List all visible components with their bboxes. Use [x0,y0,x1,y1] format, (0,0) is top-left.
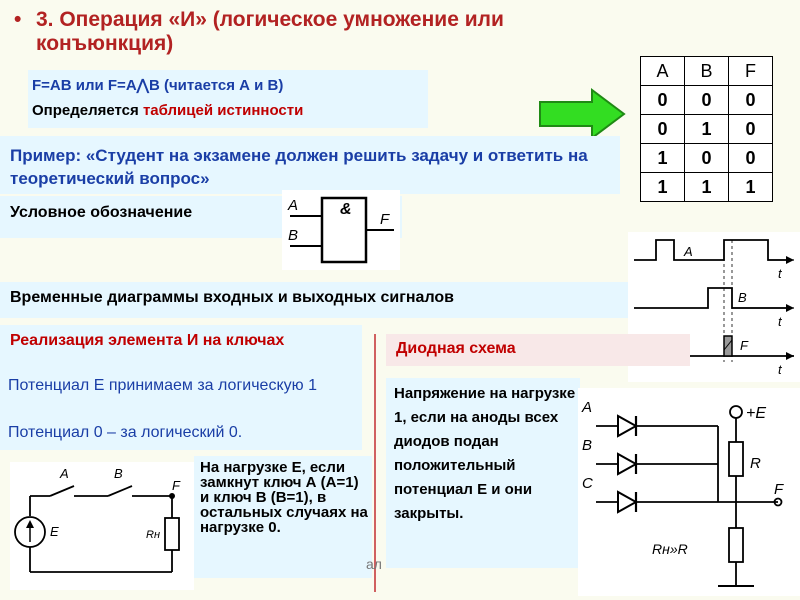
formula-box [28,70,428,128]
gate-and-sign: & [340,201,352,218]
table-row [641,144,773,173]
key-b-label: B [114,466,123,481]
table-cell: 1 [641,144,685,173]
arrow-right-icon [538,88,626,140]
diode-input-a-label: A [582,399,593,416]
table-cell: 0 [641,86,685,115]
implementation-text-1: Потенциал Е принимаем за логическую 1 [8,377,317,394]
implementation-text-2: Потенциал 0 – за логический 0. [8,424,243,441]
diode-description-box [386,378,580,568]
timing-label-text: Временные диаграммы входных и выходных сигналов [10,289,455,306]
table-cell: 1 [685,173,729,202]
implementation-box [0,325,362,450]
diode-title-text: Диодная схема [396,340,516,357]
formula-line: F=AB или F=A⋀B (читается А и В) [32,77,284,94]
diode-title-box [386,334,690,366]
header-cell: B [685,57,729,86]
gate-input-b-label: B [288,227,299,244]
diode-input-c-label: C [582,475,593,492]
diode-description-text: Напряжение на нагрузке 1, если на аноды всех диодов подан положительный потенциал Е и они закрыты. [394,385,576,522]
table-row [641,173,773,202]
table-row [641,115,773,144]
table-cell: 0 [641,115,685,144]
timing-signal-b-label: B [738,290,747,305]
switch-circuit-diagram [10,462,194,590]
title-bullet: • [14,8,22,31]
load-relation-label: Rн»R [652,541,688,557]
table-cell: 1 [641,173,685,202]
timing-axis-label: t [778,314,782,329]
source-e-label: E [50,524,59,539]
gate-input-a-label: A [288,197,299,214]
table-cell: 1 [685,115,729,144]
table-cell: 0 [729,115,773,144]
key-a-label: A [60,466,69,481]
example-text: Пример: «Студент на экзамене должен решить задачу и ответить на теоретический вопрос» [10,146,588,188]
truth-table [640,56,773,202]
timing-signal-a-label: A [684,244,693,259]
supply-label: +E [746,405,767,422]
switch-description-box [194,456,372,578]
timing-signal-f-label: F [740,338,748,353]
resistor-r-label: R [750,455,761,472]
example-box [0,136,620,194]
header-cell: F [729,57,773,86]
table-cell: 0 [729,86,773,115]
table-cell: 0 [685,86,729,115]
switch-description-text: На нагрузке Е, если замкнут ключ А (А=1) и ключ В (В=1), в остальных случаях на нагрузке 0. [200,459,368,536]
implementation-heading: Реализация элемента И на ключах [10,332,285,349]
diode-circuit-diagram [578,388,800,596]
truth-table-link-text: таблицей истинности [142,102,304,119]
column-divider [374,334,376,592]
load-label: Rн [146,529,160,541]
table-cell: 1 [729,173,773,202]
header-cell: A [641,57,685,86]
footer-text: ал [366,556,382,572]
table-cell: 0 [685,144,729,173]
timing-axis-label: t [778,266,782,281]
table-row [641,86,773,115]
diode-input-b-label: B [582,437,593,454]
table-cell: 0 [729,144,773,173]
definition-prefix: Определяется [32,102,143,119]
title-text: 3. Операция «И» (логическое умножение или конъюнкция) [36,8,504,55]
gate-output-label: F [380,211,390,228]
definition-line [32,102,303,119]
truth-table-header [641,57,773,86]
symbol-label-text: Условное обозначение [10,204,193,221]
timing-label-box [0,282,628,318]
and-gate-symbol [282,190,400,270]
timing-axis-label: t [778,362,782,377]
diode-output-label: F [774,481,784,498]
output-f-label: F [172,478,180,493]
